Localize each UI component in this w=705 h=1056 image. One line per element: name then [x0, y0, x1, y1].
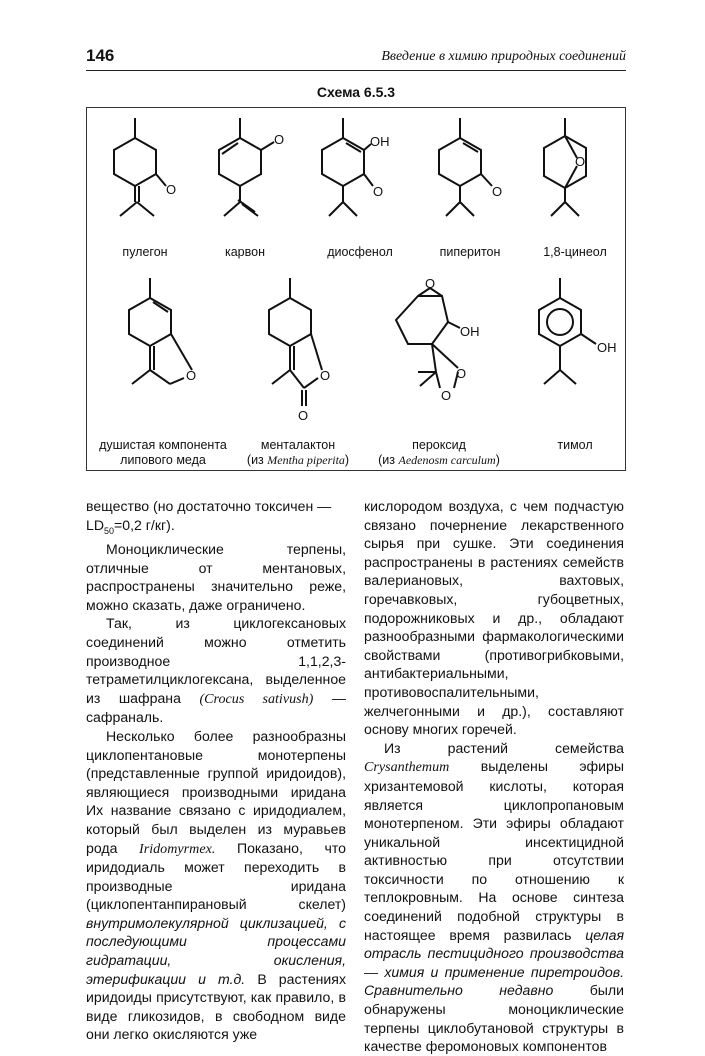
caption-compound-name: пероксид — [412, 438, 466, 452]
text-column-left — [86, 497, 346, 1044]
atom-O: O — [425, 276, 436, 291]
caption-linden-honey-component — [88, 438, 238, 468]
atom-O: O — [492, 184, 503, 199]
paragraph: Несколько более разнообразны циклопентановые монотерпены (представленные группой иридоидов), являющиеся производными иридана Их название связано с иридодиалем, который был выделен из муравьев рода Iridomyrmex. Показано, что иридодиаль может переходить в производные иридана (циклопентанпирановый скелет) внутримолекулярной циклизацией, с последующими процессами гидратации, окисления, этерификации и т.д. В растениях иридоиды присутствуют, как правило, в виде гликозидов, в свободном виде они легко окисляются уже — [86, 727, 346, 1043]
atom-O: O — [166, 182, 177, 197]
running-title: Введение в химию природных соединений — [381, 49, 626, 64]
caption-source: (из Aedenosm carculum) — [378, 453, 500, 467]
structure-peroxide — [380, 272, 510, 412]
paragraph: Так, из циклогексановых соединений можно отметить производное 1,1,2,3-тетраметилциклогексана, выделенное из шафрана (Crocus sativush) — сафраналь. — [86, 615, 346, 726]
caption-line-2: липового меда — [120, 453, 206, 467]
caption-carvone: карвон — [224, 245, 265, 259]
structure-pulegone — [100, 110, 190, 240]
atom-O: O — [298, 408, 309, 423]
caption-piperitone: пиперитон — [439, 245, 501, 259]
structure-carvone — [200, 110, 300, 240]
caption-cineole: 1,8-цинеол — [543, 245, 607, 259]
caption-compound-name: менталактон — [260, 438, 336, 452]
structure-cineole — [525, 110, 615, 240]
atom-O: O — [320, 368, 331, 383]
paragraph: вещество (но достаточно токсичен — $LD_{50}=0,2$ г/кг). — [86, 498, 332, 536]
scheme-title: Схема 6.5.3 — [316, 84, 396, 100]
caption-peroxide — [370, 438, 508, 468]
paragraph: Моноциклические терпены, отличные от ментановых, распространены значительно реже, можно сказать, даже ограничено. — [86, 541, 346, 613]
atom-O: O — [456, 366, 467, 381]
atom-O: O — [373, 184, 384, 199]
page-header — [86, 44, 626, 71]
caption-source: (из Mentha piperita) — [246, 453, 350, 467]
caption-pulegone: пулегон — [122, 245, 168, 259]
atom-O: O — [186, 368, 197, 383]
structure-diosphenol — [305, 110, 405, 240]
text-column-right — [364, 497, 624, 1056]
caption-thymol: тимол — [557, 438, 593, 452]
caption-line-1: душистая компонента — [99, 438, 227, 452]
atom-O: O — [274, 132, 285, 147]
atom-OH: OH — [460, 324, 480, 339]
structure-piperitone — [420, 110, 520, 240]
page-number: 146 — [86, 46, 115, 65]
paragraph: Из растений семейства Crysanthemum выделены эфиры хризантемовой кислоты, которая является циклопропановым монотерпеном. Эти эфиры обладают уникальной инсектицидной активностью при отсутствии токсичности по отношению к теплокровным. На основе синтеза соединений подобной структуры в настоящее время развилась целая отрасль пестицидного производства — химия и применение пиретроидов. Сравнительно недавно были обнаружены моноциклические терпены циклобутановой структуры в качестве феромоновых компонентов — [364, 739, 624, 1055]
atom-OH: OH — [597, 340, 617, 355]
atom-O: O — [441, 388, 452, 403]
atom-O: O — [575, 154, 586, 169]
caption-diosphenol: диосфенол — [327, 245, 393, 259]
atom-OH: OH — [370, 134, 390, 149]
paragraph: кислородом воздуха, с чем подчастую связано почернение лекарственного сырья при сушке. Эти соединения распространены в растениях семейств валериановых, вахтовых, горечавковых, губоцветных, подорожниковых и др., обладают разнообразными фармакологическими свойствами (противогрибковыми, антибактериальными, противовоспалительными, желчегонными и др.), составляют основу многих горечей. — [364, 498, 624, 738]
structure-thymol — [520, 272, 630, 412]
structure-linden-honey-component — [110, 272, 220, 412]
structure-mentholactone — [250, 272, 360, 422]
caption-mentholactone — [238, 438, 358, 468]
